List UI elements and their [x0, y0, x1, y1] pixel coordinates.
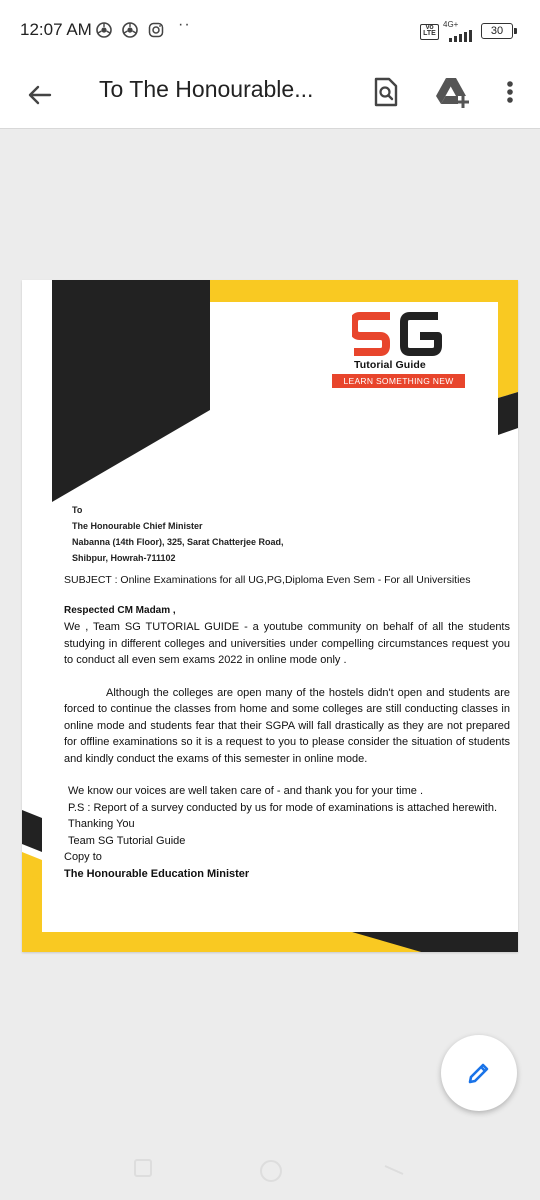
- app-bar: [0, 62, 540, 129]
- copy-to-label: Copy to: [64, 851, 102, 863]
- status-bar: [0, 0, 540, 62]
- home-nav-icon[interactable]: [258, 1158, 284, 1184]
- document-page[interactable]: [22, 280, 518, 952]
- address-line: Nabanna (14th Floor), 325, Sarat Chatterjee Road,: [72, 537, 284, 547]
- logo-mark: [352, 310, 442, 358]
- paragraph-request: We , Team SG TUTORIAL GUIDE - a youtube community on behalf of all the students studying in different colleges and universities under compelling circumstances request you to conduct all even sem exams 2022 in online mode only .: [64, 621, 510, 666]
- to-line: To: [72, 505, 83, 515]
- logo-name: Tutorial Guide: [354, 359, 426, 371]
- back-arrow-icon[interactable]: [20, 75, 60, 115]
- instagram-icon: [148, 22, 164, 38]
- status-time: 12:07 AM: [20, 20, 92, 39]
- closing-thanking: Thanking You: [68, 818, 135, 830]
- system-nav-bar: [0, 1140, 540, 1200]
- volte-icon: Vo LTE: [420, 24, 439, 40]
- edit-pencil-icon: [465, 1059, 493, 1087]
- address-line: Shibpur, Howrah-711102: [72, 553, 176, 563]
- drive-add-icon[interactable]: [430, 72, 474, 112]
- postscript: P.S : Report of a survey conducted by us for mode of examinations is attached herewith.: [68, 801, 498, 814]
- more-vert-icon[interactable]: [494, 72, 526, 112]
- logo-tagline: LEARN SOMETHING NEW: [332, 374, 465, 388]
- paragraph-thanks: We know our voices are well taken care of - and thank you for your time .: [68, 785, 424, 797]
- battery-icon: 30: [481, 23, 513, 39]
- salutation: Respected CM Madam ,: [64, 604, 176, 616]
- paragraph-situation: Although the colleges are open many of the hostels didn't open and students are forced to continue the classes from home and some colleges are still conducting classes in online mode and students fear that their SGPA will fall drastically as they are not prepared for offline examinations so it is a request to you to please consider the situation of students and kindly conduct the exams of this semester in online mode.: [64, 686, 510, 765]
- copy-recipient: The Honourable Education Minister: [64, 867, 250, 880]
- signature: Team SG Tutorial Guide: [68, 834, 186, 847]
- signal-icon: [443, 30, 475, 42]
- network-type: 4G+: [443, 20, 459, 29]
- back-nav-icon[interactable]: [383, 1158, 405, 1178]
- more-notifications-dots: ··: [178, 16, 191, 33]
- find-in-document-icon[interactable]: [365, 72, 405, 112]
- subject-line: SUBJECT : Online Examinations for all UG,PG,Diploma Even Sem - For all Universities: [64, 574, 471, 586]
- chrome-notification-icon: [122, 22, 138, 38]
- recents-nav-icon[interactable]: [133, 1158, 153, 1178]
- letter-body: [64, 502, 510, 882]
- edit-button[interactable]: [441, 1035, 517, 1111]
- address-line: The Honourable Chief Minister: [72, 521, 203, 531]
- document-title: To The Honourable...: [99, 76, 314, 102]
- chrome-notification-icon: [96, 22, 112, 38]
